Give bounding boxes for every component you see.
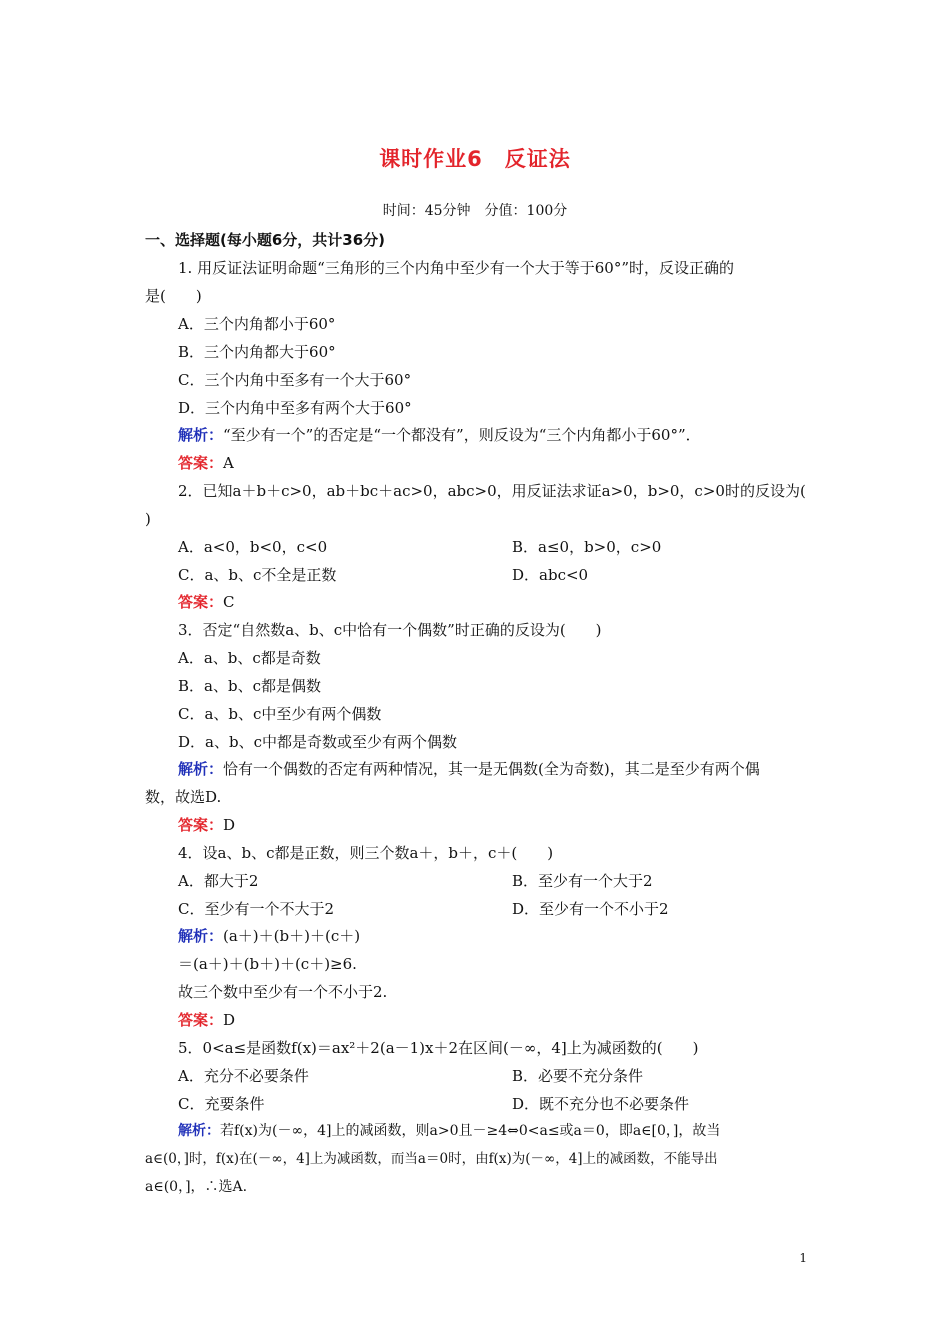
q2-stem-line1: 2．已知a＋b＋c>0，ab＋bc＋ac>0，abc>0，用反证法求证a>0，b>0，c>0时的反设为( (178, 482, 806, 500)
q1-option-c: C．三个内角中至多有一个大于60° (178, 371, 412, 389)
answer-label: 答案： (178, 1011, 224, 1029)
analysis-label: 解析： (178, 760, 224, 778)
q3-option-c: C．a、b、c中至少有两个偶数 (178, 705, 382, 723)
q4-analysis-line1 (178, 926, 360, 946)
time-score-info: 时间：45分钟 分值：100分 (382, 203, 568, 219)
q4-option-c: C．至少有一个不大于2 (178, 900, 335, 918)
page-title: 课时作业6 反证法 (379, 147, 571, 171)
answer-label: 答案： (178, 816, 224, 834)
q5-analysis-text: 若f(x)为(－∞，4]上的减函数，则a>0且－≥4⇔0<a≤或a＝0，即a∈[0，]，故当 (220, 1123, 721, 1139)
answer-label: 答案： (178, 454, 224, 472)
analysis-label: 解析： (178, 927, 224, 945)
q1-answer-value: A (223, 454, 234, 472)
q4-analysis-line2: ＝(a＋)＋(b＋)＋(c＋)≥6. (178, 955, 357, 973)
q2-stem-line2: ) (145, 510, 151, 528)
q2-option-a: A．a<0，b<0，c<0 (178, 538, 328, 556)
q4-answer (178, 1010, 235, 1030)
q3-answer (178, 815, 235, 835)
q4-answer-value: D (223, 1011, 236, 1029)
section-heading: 一、选择题(每小题6分，共计36分) (145, 231, 386, 249)
q1-option-a: A．三个内角都小于60° (178, 315, 336, 333)
q1-option-d: D．三个内角中至多有两个大于60° (178, 399, 412, 417)
q2-answer-value: C (223, 593, 235, 611)
q4-option-d: D．至少有一个不小于2 (512, 900, 669, 918)
q5-analysis-line3: a∈(0，]，∴选A. (145, 1179, 248, 1195)
q3-option-a: A．a、b、c都是奇数 (178, 649, 321, 667)
q3-option-d: D．a、b、c中都是奇数或至少有两个偶数 (178, 733, 457, 751)
page-number: 1 (799, 1251, 807, 1265)
q5-analysis-line2: a∈(0，]时，f(x)在(－∞，4]上为减函数，而当a＝0时，由f(x)为(－∞，4]上的减函数，不能导出 (145, 1151, 718, 1167)
q2-answer (178, 592, 235, 612)
q1-stem-line2: 是( ) (145, 287, 202, 305)
q5-stem: 5．0<a≤是函数f(x)＝ax²＋2(a－1)x＋2在区间(－∞，4]上为减函数的( ) (178, 1039, 699, 1057)
q4-option-b: B．至少有一个大于2 (512, 872, 653, 890)
q2-option-c: C．a、b、c不全是正数 (178, 566, 337, 584)
q1-analysis-text: “至少有一个”的否定是“一个都没有”，则反设为“三个内角都小于60°”． (223, 426, 701, 444)
q1-stem-line1: 1. 用反证法证明命题“三角形的三个内角中至少有一个大于等于60°”时，反设正确的 (178, 259, 735, 277)
q1-answer (178, 453, 234, 473)
analysis-label: 解析： (178, 1123, 220, 1139)
q4-stem: 4．设a、b、c都是正数，则三个数a＋，b＋，c＋( ) (178, 844, 554, 862)
q5-option-d: D．既不充分也不必要条件 (512, 1095, 690, 1113)
q4-analysis-text: (a＋)＋(b＋)＋(c＋) (223, 927, 361, 945)
q5-option-a: A．充分不必要条件 (178, 1067, 309, 1085)
q2-option-d: D．abc<0 (512, 566, 589, 584)
q5-option-b: B．必要不充分条件 (512, 1067, 644, 1085)
analysis-label: 解析： (178, 426, 224, 444)
q5-option-c: C．充要条件 (178, 1095, 265, 1113)
q3-analysis-text: 恰有一个偶数的否定有两种情况，其一是无偶数(全为奇数)，其二是至少有两个偶 (223, 760, 760, 778)
q1-analysis (178, 425, 701, 445)
q3-analysis-line1 (178, 759, 760, 779)
answer-label: 答案： (178, 593, 224, 611)
q3-option-b: B．a、b、c都是偶数 (178, 677, 321, 695)
q5-analysis-line1 (178, 1121, 720, 1141)
q3-stem: 3．否定“自然数a、b、c中恰有一个偶数”时正确的反设为( ) (178, 621, 602, 639)
q4-option-a: A．都大于2 (178, 872, 259, 890)
q3-answer-value: D (223, 816, 236, 834)
q1-option-b: B．三个内角都大于60° (178, 343, 336, 361)
q4-analysis-line3: 故三个数中至少有一个不小于2. (178, 983, 388, 1001)
q2-option-b: B．a≤0，b>0，c>0 (512, 538, 662, 556)
q3-analysis-line2: 数，故选D. (145, 788, 222, 806)
